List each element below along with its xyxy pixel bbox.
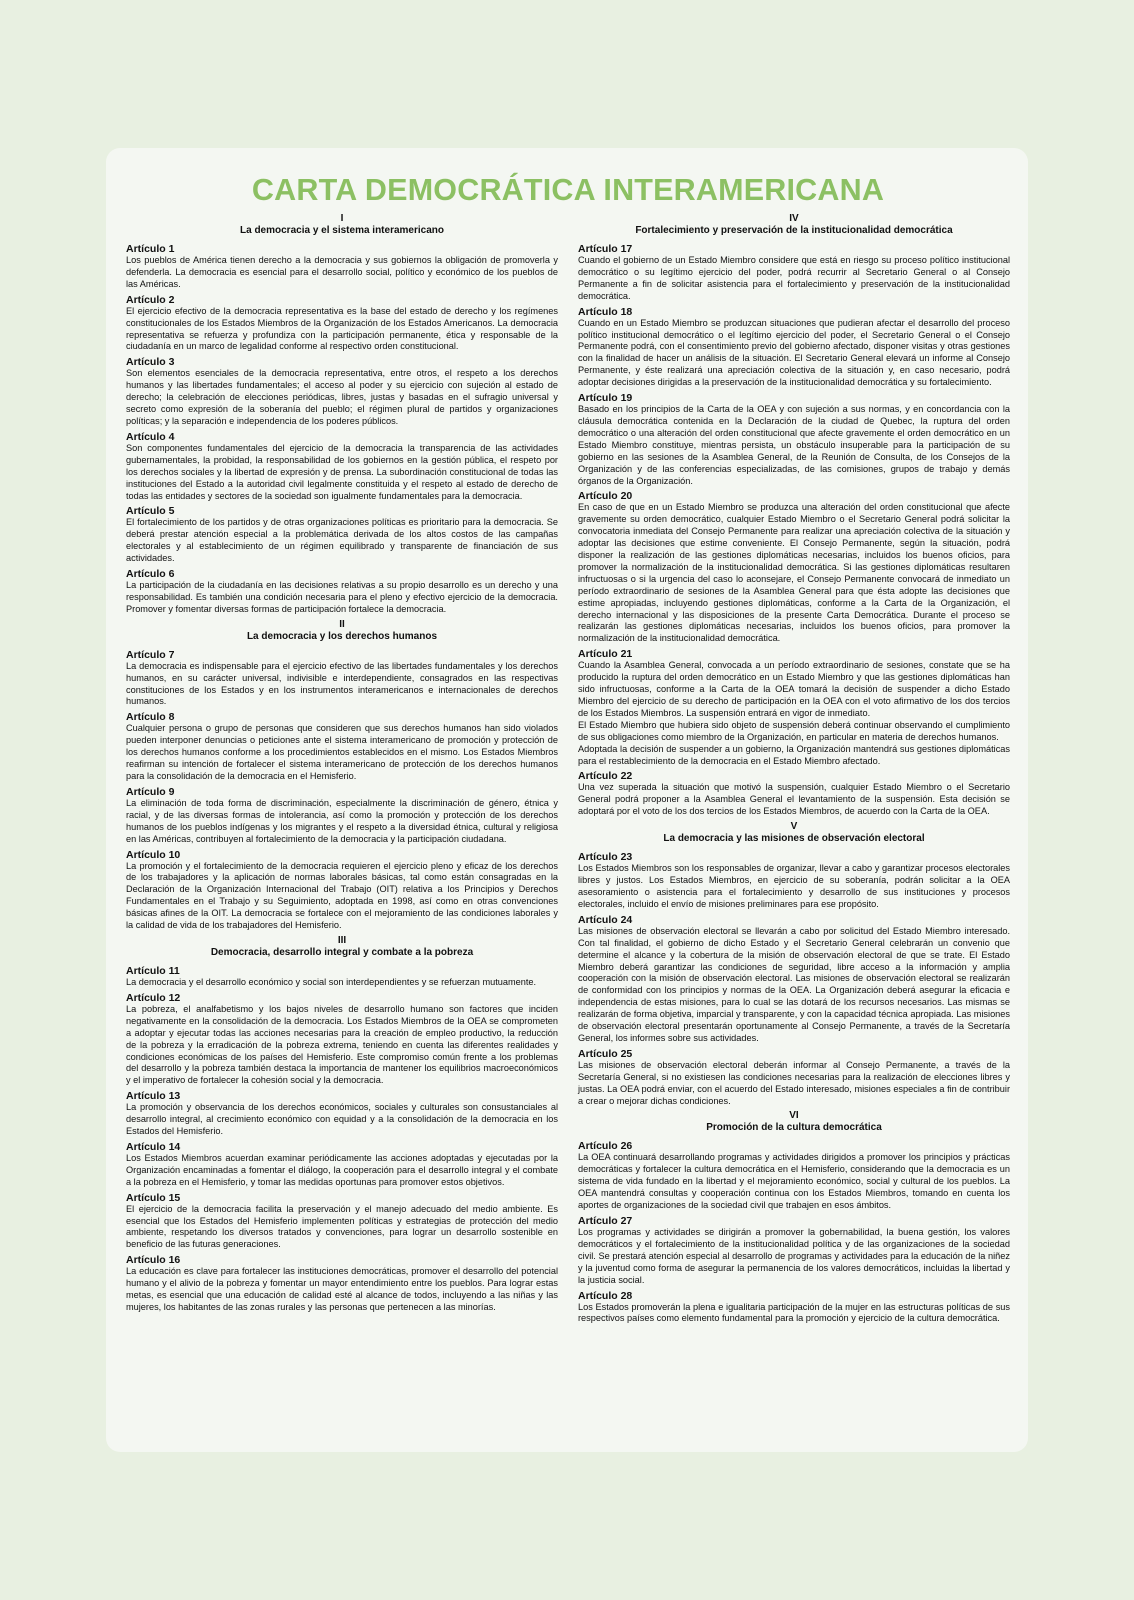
article-text: La educación es clave para fortalecer las instituciones democráticas, promover el desarrollo del potencial humano y el alivio de la pobreza y fomentar un mayor entendimiento entre los pueblos. Para lograr estas metas, es esencial que una educación de calidad esté al alcance de todos, incluyendo a las niñas y las mujeres, los habitantes de las zonas rurales y las personas que pertenecen a las minorías.: [126, 1266, 558, 1312]
article: [126, 294, 558, 354]
article: [578, 770, 1010, 818]
article: [578, 1140, 1010, 1212]
article-text: La promoción y el fortalecimiento de la democracia requieren el ejercicio pleno y eficaz de los derechos de los trabajadores y la aplicación de normas laborales básicas, tal como están consagradas en la Declaración de la Organización Internacional del Trabajo (OIT) relativa a los Principios y Derechos Fundamentales en el Trabajo y su Seguimiento, adoptada en 1998, así como en otras convenciones básicas afines de la OIT. La democracia se fortalece con el mejoramiento de las condiciones laborales y la calidad de vida de los trabajadores del Hemisferio.: [126, 860, 558, 931]
article-title: Artículo 4: [126, 430, 175, 443]
document-sheet: [106, 148, 1028, 1452]
article: [578, 648, 1010, 767]
article-title: Artículo 5: [126, 505, 175, 518]
article-title: Artículo 3: [126, 356, 175, 369]
article: [126, 965, 558, 989]
article-title: Artículo 21: [578, 648, 633, 661]
section-name: Promoción de la cultura democrática: [706, 1122, 882, 1134]
article-text: Los Estados Miembros acuerdan examinar periódicamente las acciones adoptadas y ejecutadas por la Organización encaminadas a fomentar el diálogo, la cooperación para el desarrollo integral y el combate a la pobreza en el Hemisferio, y tomar las medidas oportunas para promover estos objetivos.: [126, 1152, 558, 1187]
article-text: Son componentes fundamentales del ejercicio de la democracia la transparencia de las actividades gubernamentales, la probidad, la responsabilidad de los gobiernos en la gestión pública, el respeto por los derechos sociales y la libertad de expresión y de prensa. La subordinación constitucional de todas las instituciones del Estado a la autoridad civil legalmente constituida y el respeto al estado de derecho de todas las entidades y sectores de la sociedad son igualmente fundamentales para la democracia.: [126, 442, 558, 501]
article-text: La participación de la ciudadanía en las decisiones relativas a su propio desarrollo es un derecho y una responsabilidad. Es también una condición necesaria para el pleno y efectivo ejercicio de la democracia. Promover y fomentar diversas formas de participación fortalece la democracia.: [126, 580, 558, 614]
article: [126, 849, 558, 932]
article-text: Basado en los principios de la Carta de la OEA y con sujeción a sus normas, y en concordancia con la cláusula democrática contenida en la Declaración de la ciudad de Quebec, la ruptura del orden democrático o una alteración del orden constitucional que afecte gravemente el orden democrático en un Estado Miembro constituye, mientras persista, un obstáculo insuperable para la participación de su gobierno en las sesiones de la Asamblea General, de la Reunión de Consulta, de los Consejos de la Organización y de las conferencias especializadas, de las comisiones, grupos de trabajo y demás órganos de la Organización.: [578, 404, 1010, 486]
article-text: Adoptada la decisión de suspender a un gobierno, la Organización mantendrá sus gestiones diplomáticas para el restablecimiento de la democracia en el Estado Miembro afectado.: [578, 743, 1010, 766]
article-text: Cuando en un Estado Miembro se produzcan situaciones que pudieran afectar el desarrollo del proceso político institucional democrático o el legítimo ejercicio del poder, el Secretario General o el Consejo Permanente podrá, con el consentimiento previo del gobierno afectado, disponer visitas y otras gestiones con la finalidad de hacer un análisis de la situación. El Secretario General elevará un informe al Consejo Permanente, y éste realizará una apreciación colectiva de la situación y, en caso necesario, podrá adoptar decisiones dirigidas a la preservación de la institucionalidad democrática y su fortalecimiento.: [578, 317, 1010, 388]
article: [126, 505, 558, 565]
article-text: Son elementos esenciales de la democracia representativa, entre otros, el respeto a los derechos humanos y las libertades fundamentales; el acceso al poder y su ejercicio con sujeción al estado de derecho; la celebración de elecciones periódicas, libres, justas y basadas en el sufragio universal y secreto como expresión de la soberanía del pueblo; el régimen plural de partidos y organizaciones políticas; y la separación e independencia de los poderes públicos.: [126, 368, 558, 426]
article-text: En caso de que en un Estado Miembro se produzca una alteración del orden constitucional que afecte gravemente su orden democrático, cualquier Estado Miembro o el Secretario General podrá solicitar la convocatoria inmediata del Consejo Permanente para realizar una apreciación colectiva de la situación y adoptar las decisiones que estime conveniente. El Consejo Permanente, según la situación, podrá disponer la realización de las gestiones diplomáticas necesarias, incluidos los buenos oficios, para promover la normalización de la institucionalidad democrática. Si las gestiones diplomáticas resultaren infructuosas o si la urgencia del caso lo aconsejare, el Consejo Permanente convocará de inmediato un período extraordinario de sesiones de la Asamblea General para que ésta adopte las decisiones que estime apropiadas, incluyendo gestiones diplomáticas, conforme a la Carta de la Organización, el derecho internacional y las disposiciones de la presente Carta Democrática. Durante el proceso se realizarán las gestiones diplomáticas necesarias, incluidos los buenos oficios, para promover la normalización de la institucionalidad democrática.: [578, 502, 1010, 644]
article-text: La eliminación de toda forma de discriminación, especialmente la discriminación de género, étnica y racial, y de las diversas formas de intolerancia, así como la promoción y protección de los derechos humanos de los pueblos indígenas y los migrantes y el respeto a la diversidad étnica, cultural y religiosa en las Américas, contribuyen al fortalecimiento de la democracia y la participación ciudadana.: [126, 797, 558, 844]
article-text: Los programas y actividades se dirigirán a promover la gobernabilidad, la buena gestión, los valores democráticos y el fortalecimiento de la institucionalidad política y de las organizaciones de la sociedad civil. Se prestará atención especial al desarrollo de programas y actividades para la educación de la niñez y la juventud como forma de asegurar la permanencia de los valores democráticos, incluidas la libertad y la justicia social.: [578, 1227, 1010, 1285]
article-title: Artículo 13: [126, 1090, 181, 1103]
article-text: Los Estados Miembros son los responsables de organizar, llevar a cabo y garantizar procesos electorales libres y justos. Los Estados Miembros, en ejercicio de su soberanía, podrán solicitar a la OEA asesoramiento o asistencia para el fortalecimiento y desarrollo de sus instituciones y procesos electorales, incluido el envío de misiones preliminares para ese propósito.: [578, 863, 1010, 909]
article-title: Artículo 24: [578, 913, 633, 926]
section-name: La democracia y el sistema interamericano: [240, 225, 444, 236]
section-heading: [126, 619, 558, 643]
article: [126, 1254, 558, 1314]
article-title: Artículo 1: [126, 243, 175, 255]
section-number: I: [340, 213, 344, 224]
article: [578, 851, 1010, 911]
section-heading: [126, 935, 558, 959]
section-name: La democracia y las misiones de observación electoral: [663, 833, 925, 845]
article: [578, 306, 1010, 389]
section-number: II: [339, 618, 345, 630]
columns: [126, 213, 1010, 1328]
section-number: III: [337, 934, 347, 946]
article-title: Artículo 19: [578, 392, 633, 405]
article: [126, 1090, 558, 1138]
article-text: Los Estados promoverán la plena e igualitaria participación de la mujer en las estructuras políticas de sus respectivos países como elemento fundamental para la promoción y ejercicio de la cultura democrática.: [578, 1301, 1010, 1324]
article-text: El ejercicio de la democracia facilita la preservación y el manejo adecuado del medio ambiente. Es esencial que los Estados del Hemisferio implementen políticas y estrategias de protección del medio ambiente, respetando los diversos tratados y convenciones, para lograr un desarrollo sostenible en beneficio de las futuras generaciones.: [126, 1203, 558, 1250]
article: [126, 992, 558, 1087]
article: [126, 243, 558, 291]
article-title: Artículo 20: [578, 490, 633, 503]
article-text: Cuando la Asamblea General, convocada a un período extraordinario de sesiones, constate que se ha producido la ruptura del orden democrático en un Estado Miembro y que las gestiones diplomáticas han sido infructuosas, conforme a la Carta de la OEA tomará la decisión de suspender a dicho Estado Miembro del ejercicio de su derecho de participación en la OEA con el voto afirmativo de los dos tercios de los Estados Miembros. La suspensión entrará en vigor de inmediato.: [578, 660, 1010, 718]
section-number: IV: [789, 213, 799, 224]
article-text: La pobreza, el analfabetismo y los bajos niveles de desarrollo humano son factores que inciden negativamente en la consolidación de la democracia. Los Estados Miembros de la OEA se comprometen a adoptar y ejecutar todas las acciones necesarias para la creación de empleo productivo, la reducción de la pobreza y la erradicación de la pobreza extrema, teniendo en cuenta las diferentes realidades y condiciones económicas de los países del Hemisferio. Este compromiso común frente a los problemas del desarrollo y la pobreza también destaca la importancia de mantener los equilibrios macroeconómicos y el imperativo de fortalecer la cohesión social y la democracia.: [126, 1003, 558, 1086]
section-name: Fortalecimiento y preservación de la institucionalidad democrática: [635, 225, 953, 236]
article: [126, 711, 558, 783]
article: [578, 1048, 1010, 1108]
article: [578, 914, 1010, 1045]
article-text: El ejercicio efectivo de la democracia representativa es la base del estado de derecho y los regímenes constitucionales de los Estados Miembros de la Organización de los Estados Americanos. La democracia representativa se refuerza y profundiza con la participación permanente, ética y responsable de la ciudadanía en un marco de legalidad conforme al respectivo orden constitucional.: [126, 305, 558, 352]
section-number: VI: [789, 1110, 799, 1122]
article-text: La promoción y observancia de los derechos económicos, sociales y culturales son consustanciales al desarrollo integral, al crecimiento económico con equidad y a la consolidación de la democracia en los Estados del Hemisferio.: [126, 1102, 558, 1137]
article-text: Cualquier persona o grupo de personas que consideren que sus derechos humanos han sido violados pueden interponer denuncias o peticiones ante el sistema interamericano de promoción y protección de los derechos humanos conforme a los procedimientos establecidos en el mismo. Los Estados Miembros reafirman su intención de fortalecer el sistema interamericano de protección de los derechos humanos para la consolidación de la democracia en el Hemisferio.: [126, 723, 558, 781]
article-text: Cuando el gobierno de un Estado Miembro considere que está en riesgo su proceso político institucional democrático o su legítimo ejercicio del poder, podrá recurrir al Secretario General o al Consejo Permanente a fin de solicitar asistencia para el fortalecimiento y preservación de la institucionalidad democrática.: [578, 255, 1010, 301]
article-title: Artículo 27: [578, 1215, 633, 1227]
article-title: Artículo 11: [126, 964, 180, 977]
article-title: Artículo 8: [126, 711, 175, 724]
article-text: El Estado Miembro que hubiera sido objeto de suspensión deberá continuar observando el cumplimiento de sus obligaciones como miembro de la Organización, en particular en materia de derechos humanos.: [578, 719, 1010, 742]
article-title: Artículo 25: [578, 1047, 633, 1060]
article-title: Artículo 26: [578, 1140, 633, 1153]
article: [578, 392, 1010, 487]
article: [126, 1141, 558, 1189]
left-column: [126, 213, 558, 1328]
article: [126, 568, 558, 616]
article-title: Artículo 18: [578, 305, 633, 318]
article-text: Las misiones de observación electoral deberán informar al Consejo Permanente, a través de la Secretaría General, si no existiesen las condiciones necesarias para la realización de elecciones libres y justas. La OEA podrá enviar, con el acuerdo del Estado interesado, misiones especiales a fin de contribuir a crear o mejorar dichas condiciones.: [578, 1059, 1010, 1106]
article-title: Artículo 6: [126, 568, 175, 581]
article-text: Los pueblos de América tienen derecho a la democracia y sus gobiernos la obligación de promoverla y defenderla. La democracia es esencial para el desarrollo social, político y económico de los pueblos de las Américas.: [126, 255, 558, 289]
article: [578, 1290, 1010, 1326]
document-title: CARTA DEMOCRÁTICA INTERAMERICANA: [251, 173, 885, 207]
article-text: La OEA continuará desarrollando programas y actividades dirigidos a promover los principios y prácticas democráticas y fortalecer la cultura democrática en el Hemisferio, considerando que la democracia es un sistema de vida fundado en la libertad y el mejoramiento económico, social y cultural de los pueblos. La OEA mantendrá consultas y cooperación continua con los Estados Miembros, tomando en cuenta los aportes de organizaciones de la sociedad civil que trabajen en esos ámbitos.: [578, 1152, 1010, 1211]
article-title: Artículo 7: [126, 648, 175, 661]
section-heading: [578, 821, 1010, 845]
section-name: Democracia, desarrollo integral y combate a la pobreza: [210, 946, 474, 958]
article-text: Las misiones de observación electoral se llevarán a cabo por solicitud del Estado Miembro interesado. Con tal finalidad, el gobierno de dicho Estado y el Secretario General celebrarán un convenio que determine el alcance y la cobertura de la misión de observación electoral de que se trate. El Estado Miembro deberá garantizar las condiciones de seguridad, libre acceso a la información y amplia cooperación con la misión de observación electoral. Las misiones de observación electoral se realizarán de conformidad con los principios y normas de la OEA. La Organización deberá asegurar la eficacia e independencia de estas misiones, para lo cual se las dotará de los recursos necesarios. Las mismas se realizarán de forma objetiva, imparcial y transparente, y con la capacidad técnica apropiada. Las misiones de observación electoral presentarán oportunamente al Consejo Permanente, a través de la Secretaría General, los informes sobre sus actividades.: [578, 925, 1010, 1043]
article: [578, 243, 1010, 303]
article: [126, 431, 558, 503]
article-title: Artículo 12: [126, 991, 181, 1004]
article-title: Artículo 2: [126, 293, 175, 306]
article-text: La democracia es indispensable para el ejercicio efectivo de las libertades fundamentales y los derechos humanos, en su carácter universal, indivisible e interdependiente, consagrados en las respectivas constituciones de los Estados y en los instrumentos interamericanos e internacionales de derechos humanos.: [126, 660, 558, 707]
right-column: [578, 213, 1010, 1328]
article: [126, 356, 558, 428]
article-title: Artículo 16: [126, 1254, 181, 1267]
article-title: Artículo 9: [126, 785, 175, 798]
article-title: Artículo 17: [578, 243, 633, 255]
article: [126, 786, 558, 846]
section-heading: [578, 1110, 1010, 1134]
article-title: Artículo 28: [578, 1289, 633, 1302]
section-name: La democracia y los derechos humanos: [246, 630, 438, 642]
article-text: La democracia y el desarrollo económico y social son interdependientes y se refuerzan mutuamente.: [126, 976, 537, 987]
section-heading: [126, 213, 558, 237]
article-text: El fortalecimiento de los partidos y de otras organizaciones políticas es prioritario para la democracia. Se deberá prestar atención especial a la problemática derivada de los altos costos de las campañas electorales y al establecimiento de un régimen equilibrado y transparente de financiación de sus actividades.: [126, 517, 558, 564]
article: [578, 1215, 1010, 1287]
article-title: Artículo 23: [578, 851, 633, 864]
section-heading: [578, 213, 1010, 237]
article-text: Una vez superada la situación que motivó la suspensión, cualquier Estado Miembro o el Secretario General podrá proponer a la Asamblea General el levantamiento de la suspensión. Esta decisión se adoptará por el voto de los dos tercios de los Estados Miembros, de acuerdo con la Carta de la OEA.: [578, 782, 1010, 817]
article-title: Artículo 15: [126, 1191, 181, 1204]
article: [578, 490, 1010, 645]
article: [126, 1192, 558, 1252]
article: [126, 649, 558, 709]
article-title: Artículo 22: [578, 770, 633, 783]
article-title: Artículo 10: [126, 848, 181, 861]
article-title: Artículo 14: [126, 1140, 181, 1153]
section-number: V: [790, 821, 798, 833]
